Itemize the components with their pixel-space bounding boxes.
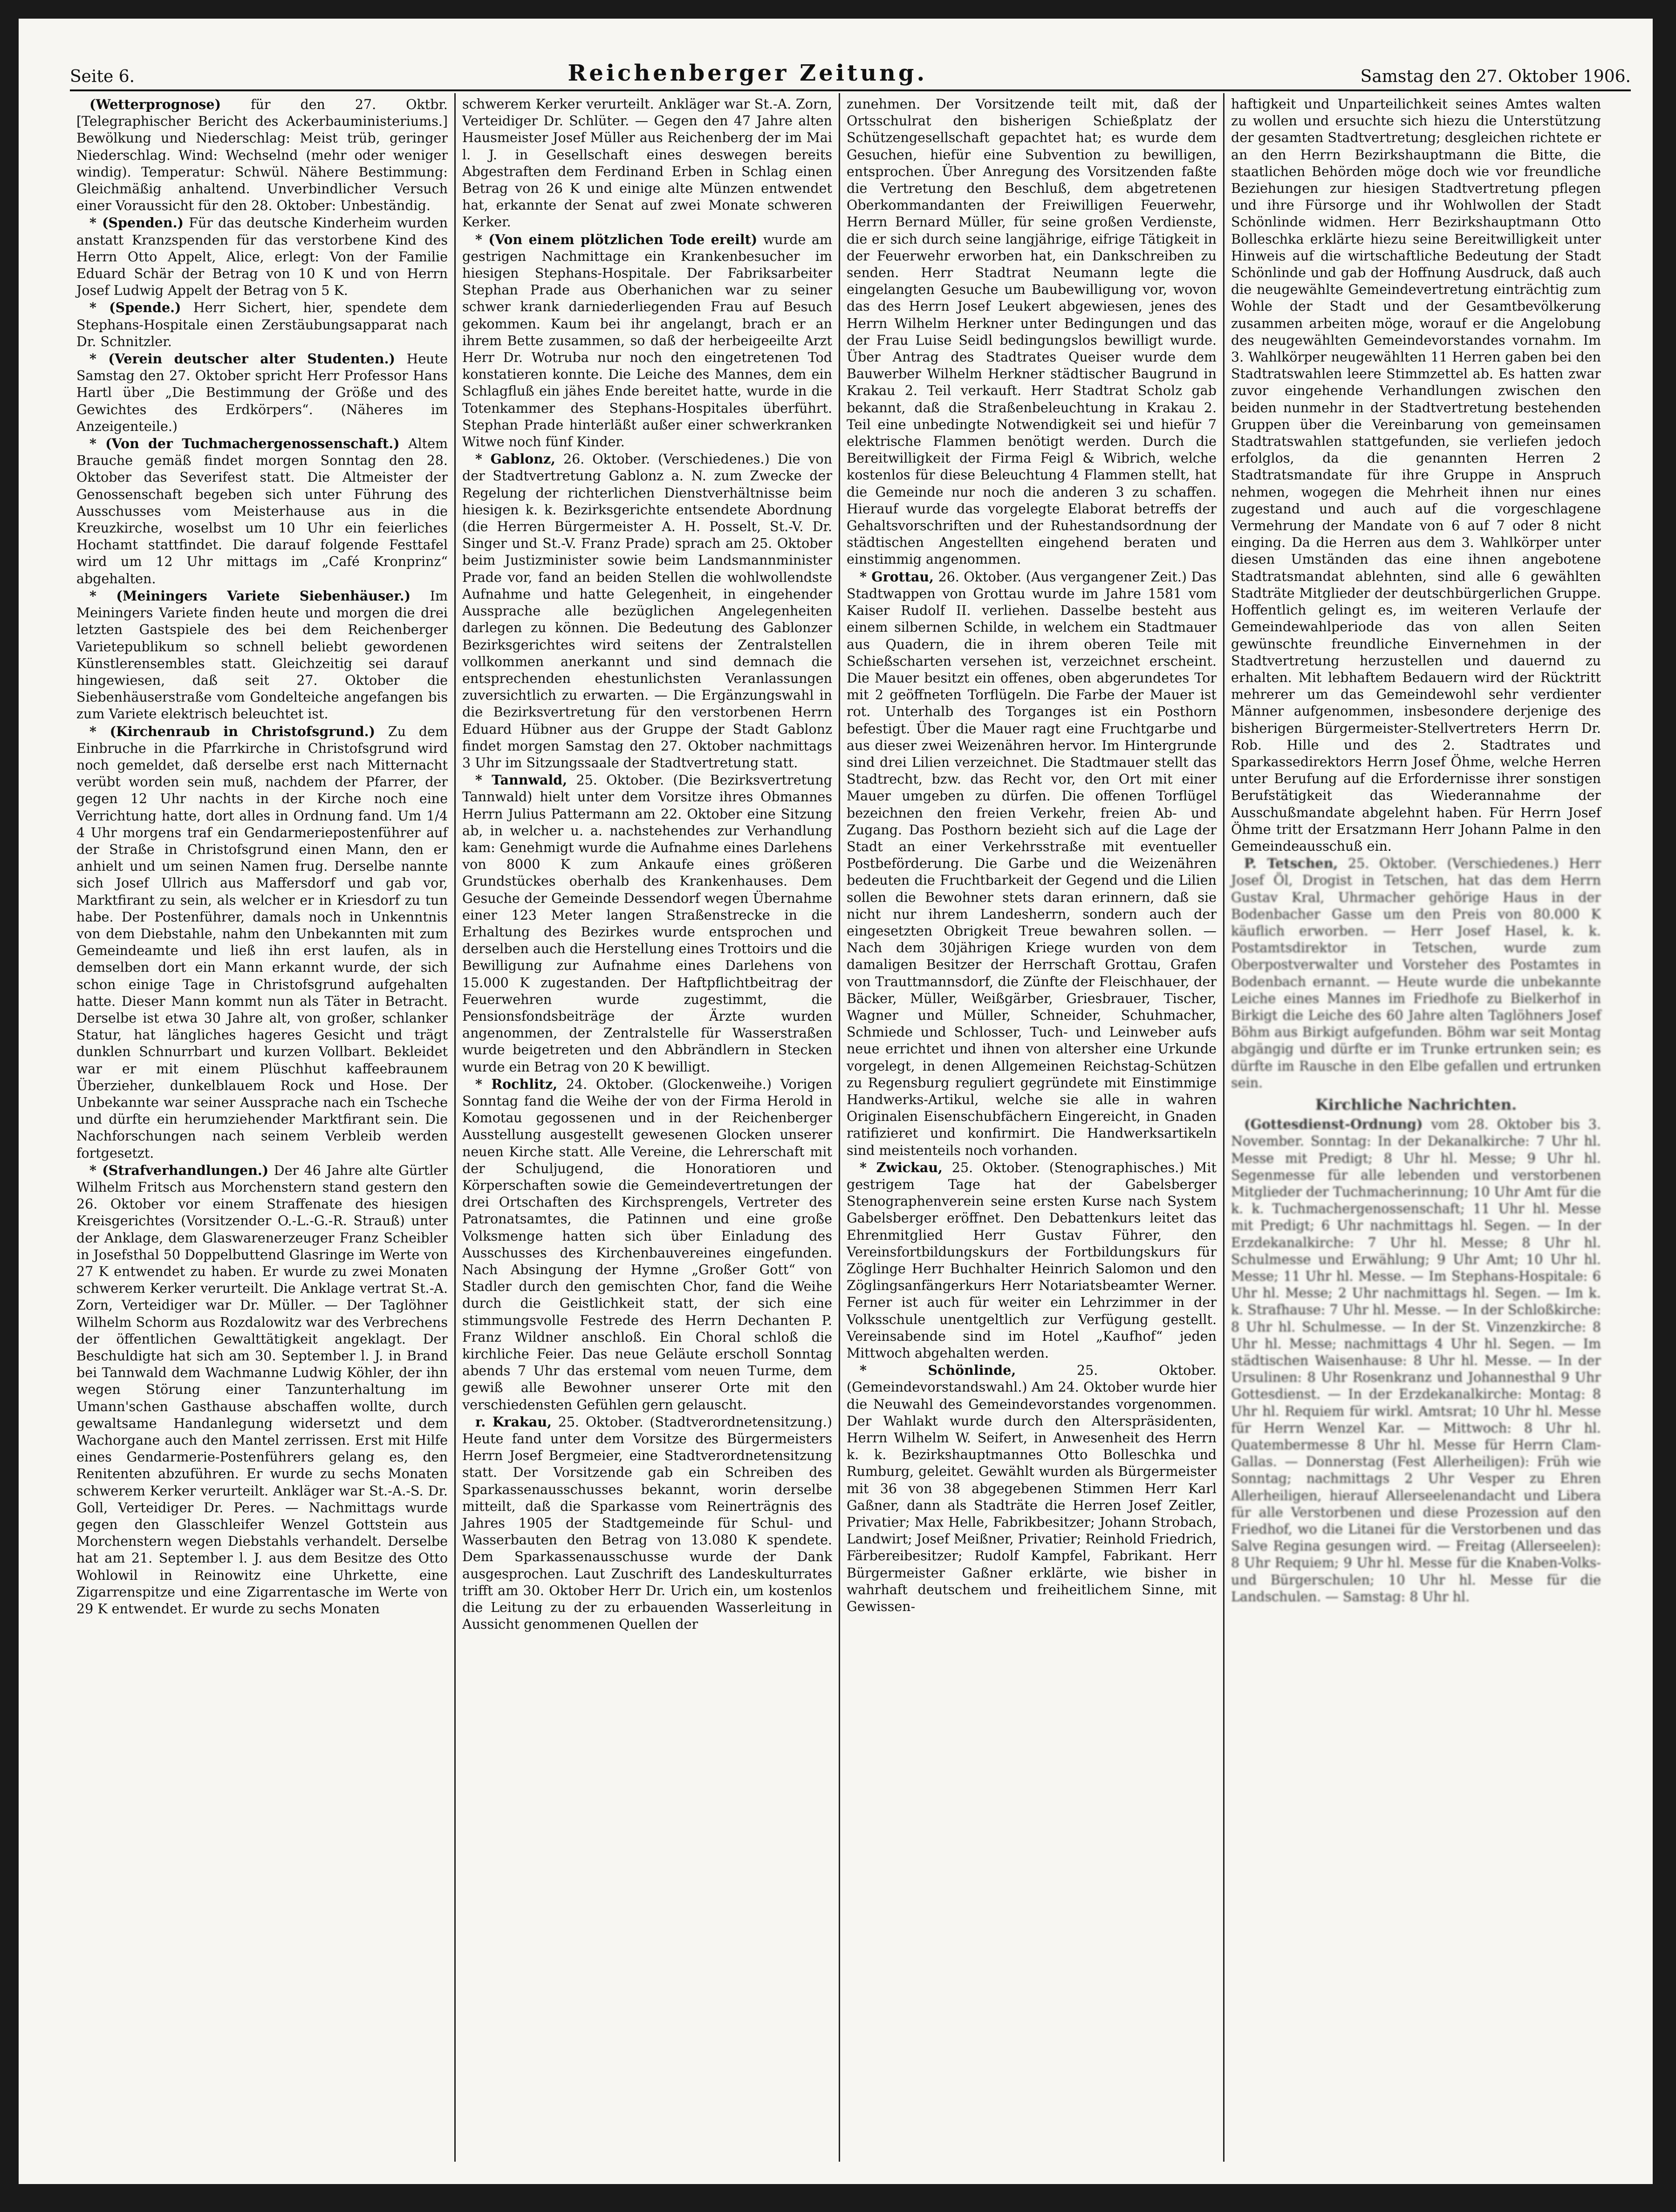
page-number: Seite 6.: [70, 67, 135, 86]
newspaper-title: Reichenberger Zeitung.: [568, 60, 928, 86]
article-paragraph: [1231, 855, 1601, 1092]
article-text: 26. Oktober. (Aus vergangener Zeit.) Das Stadtwappen von Grottau wurde im Jahre 1581 vom Kaiser Rudolf II. verliehen. Dasselbe besteht aus einem silbernen Schilde, in welchem ein Stadtmauer aus Quadern, die in ihrem oberen Teile mit Schießscharten versehen ist, verzeichnet erscheint. Die Mauer besitzt ein offenes, oben abgerundetes Tor mit 2 geöffneten Torflügeln. Die Farbe der Mauer ist rot. Unterhalb des Torganges ist ein Posthorn befestigt. Über die Mauer ragt eine Fruchtgarbe und aus dieser zwei Weizenähren hervor. Im Hintergrunde sind drei Lilien verzeichnet. Die Stadtmauer stellt das Stadtrecht, bzw. das Recht vor, den Ort mit einer Mauer umgeben zu dürfen. Die offenen Torflügel bezeichnen den freien Verkehr, freien Ab- und Zugang. Das Posthorn bezieht sich auf die Lage der Stadt an einer Verkehrsstraße mit eventueller Postbeförderung. Die Garbe und die Weizenähren bedeuten die Fruchtbarkeit der Gegend und die Lilien sollen die Bewohner stets daran erinnern, daß sie nicht nur ihrem Landesherrn, sondern auch der eingesetzten Obrigkeit Treue bewahren sollen. — Nach dem 30jährigen Kriege wurden von dem damaligen Besitzer der Herrschaft Grottau, Grafen von Trauttmannsdorf, die Zünfte der Fleischhauer, der Bäcker, Müller, Weißgärber, Griesbrauer, Tischer, Wagner und Müller, Schneider, Schuhmacher, Schmiede und Schlosser, Tuch- und Leinweber aufs neue errichtet und ihnen von altersher eine Urkunde vorgelegt, in denen Allgemeinen Reichstag-Schützen zu Regensburg reguliert gegründete mit Einstimmige Handwerks-Artikul, welche sie alle in wahren Originalen Eisenschubfächern Eingereicht, in Gnaden ratifizieret und konfirmirt. Die Handwerksartikeln sind meistenteils noch vorhanden.: [847, 569, 1217, 1158]
article-text: Für das deutsche Kinderheim wurden anstatt Kranzspenden für das verstorbene Kind des Herrn Otto Appelt, Alice, erlegt: Von der Familie Eduard Schär der Betrag von 10 K und von Herrn Josef Ludwig Appelt der Betrag von 5 K.: [76, 215, 448, 299]
article-paragraph: [847, 568, 1217, 1159]
article-text: zunehmen. Der Vorsitzende teilt mit, daß der Ortsschulrat den bisherigen Schießplatz der Schützengesellschaft gepachtet hat; es wurde dem Gesuchen, hiefür eine Subvention zu bewilligen, entsprochen. Über Anregung des Vorsitzenden faßte die Vertretung den Beschluß, dem abgetretenen Oberkommandanten der Freiwilligen Feuerwehr, Herrn Bernard Müller, für seine großen Verdienste, die er sich durch seine langjährige, eifrige Tätigkeit in der Feuerwehr erworben hat, ein Dankschreiben zu senden. Herr Stadtrat Neumann legte die eingelangten Gesuche um Baubewilligung vor, wovon das des Herrn Josef Leukert abgewiesen, jenes des Herrn Wilhelm Herkner unter Bedingungen und das der Frau Luise Seidl bedingungslos bewilligt wurde. Über Antrag des Stadtrates Queiser wurde dem Bauwerber Wilhelm Herkner städtischer Baugrund in Krakau 2. Teil verkauft. Herr Stadtrat Scholz gab bekannt, daß die Straßenbeleuchtung in Krakau 2. Teil eine unbedingte Notwendigkeit sei und hiefür 7 elektrische Flammen benötigt werden. Durch die Bereitwilligkeit der Firma Feigl & Wibrich, welche kostenlos für diese Beleuchtung 4 Flammen stellt, hat die Gemeinde nur noch die anderen 3 zu schaffen. Hierauf wurde das vorgelegte Elaborat betreffs der Gehaltsvorschriften und der Ruhestandsordnung der städtischen Angestellten eingehend beraten und einstimmig angenommen.: [847, 96, 1217, 567]
page-header: [70, 58, 1631, 86]
article-text: 24. Oktober. (Glockenweihe.) Vorigen Sonntag fand die Weihe der von der Firma Herold in Komotau gegossenen und in der Reichenberger Ausstellung ausgestellt gewesenen Glocken unserer neuen Kirche statt. Alle Vereine, die Lehrerschaft mit der Schuljugend, die Honoratioren und Körperschaften sowie die Gemeindevertretungen der drei Ortschaften des Kirchsprengels, Vertreter des Patronatsamtes, die Patinnen und eine große Volksmenge hatten sich über Einladung des Ausschusses des Kirchenbauvereines eingefunden. Nach Absingung der Hymne „Großer Gott“ von Stadler durch den gemischten Chor, fand die Weihe durch die Geistlichkeit statt, der sich eine stimmungsvolle Festrede des Herrn Dechanten P. Franz Wildner anschloß. Ein Choral schloß die kirchliche Feier. Das neue Geläute erscholl Sonntag abends 7 Uhr das erstemal vom neuen Turme, dem gewiß alle Bewohner unserer Orte mit den verschiedensten Gefühlen gern gelauscht.: [462, 1076, 832, 1413]
article-paragraph: [462, 771, 832, 1076]
article-text: Der 46 Jahre alte Gürtler Wilhelm Fritsch aus Morchenstern stand gestern den 26. Oktober vor einem Straffenate des hiesigen Kreisgerichtes (Vorsitzender O.-L.-G.-R. Strauß) unter der Anklage, dem Glaswarenerzeuger Franz Scheibler in Josefsthal 50 Doppelbuttend Glasringe im Werte von 27 K entwendet zu haben. Er wurde zu zwei Monaten schwerem Kerker verurteilt. Die Anklage vertrat St.-A. Zorn, Verteidiger war Dr. Müller. — Der Taglöhner Wilhelm Schorm aus Rozdalowitz war des Verbrechens der öffentlichen Gewalttätigkeit angeklagt. Der Beschuldigte hat sich am 30. September l. J. in Brand bei Tannwald dem Wachmanne Ludwig Köhler, der ihn wegen Störung einer Tanzunterhaltung im Umann'schen Gasthause abschaffen wollte, durch gewaltsame Handanlegung widersetzt und dem Wachorgane auch den Mantel zerrissen. Erst mit Hilfe eines Gendarmerie-Postenführers gelang es, den Renitenten abzuführen. Er wurde zu sechs Monaten schwerem Kerker verurteilt. Ankläger war St.-A.-S. Dr. Goll, Verteidiger Dr. Peres. — Nachmittags wurde gegen den Glasschleifer Wenzel Gottstein aus Morchenstern wegen Diebstahls verhandelt. Derselbe hat am 21. September l. J. aus dem Besitze des Otto Wohlowil in Reinowitz eine Uhrkette, eine Zigarrenspitze und eine Zigarrentasche im Werte von 29 K entwendet. Er wurde zu sechs Monaten: [76, 1162, 448, 1617]
article-text: Herr Sichert, hier, spendete dem Stephans-Hospitale einen Zerstäubungsapparat nach Dr. Schnitzler.: [76, 300, 448, 349]
article-text: Zu dem Einbruche in die Pfarrkirche in Christofsgrund wird noch gemeldet, daß derselbe erst nach Mitternacht verübt worden sein muß, nachdem der Pfarrer, der gegen 12 Uhr nachts in der Kirche noch eine Verrichtung hatte, dort alles in Ordnung fand. Um 1/4 4 Uhr morgens traf ein Gendarmeriepostenführer auf der Straße in Christofsgrund einen Mann, den er anhielt und um seinen Namen frug. Derselbe nannte sich Josef Ullrich aus Maffersdorf und gab vor, Marktfirant zu sein, als welcher er in Kriesdorf zu tun habe. Der Postenführer, damals noch in Unkenntnis von dem Diebstahle, nahm den Unbekannten mit zum Gemeindeamte und ließ ihn erst laufen, als in demselben dort ein Mann erkannt wurde, der sich schon einige Tage in Christofsgrund aufgehalten hatte. Dieser Mann kommt nun als Täter in Betracht. Derselbe ist etwa 30 Jahre alt, von großer, schlanker Statur, hat längliches hageres Gesicht und trägt dunklen Schnurrbart und kurzen Vollbart. Bekleidet war er mit einem Plüschhut kaffeebraunem Überzieher, dunkelblauem Rock und Hose. Der Unbekannte war seiner Aussprache nach ein Tscheche und dürfte ein herumziehender Marktfirant sein. Die Nachforschungen nach seinem Verbleib werden fortgesetzt.: [76, 724, 448, 1161]
article-lead: * (Strafverhandlungen.): [89, 1162, 269, 1178]
header-rule: [70, 89, 1631, 91]
article-paragraph: [462, 1413, 832, 1633]
article-lead: * (Verein deutscher alter Studenten.): [89, 351, 395, 367]
column-2: [454, 93, 839, 2162]
article-text: vom 28. Oktober bis 3. November. Sonntag: In der Dekanalkirche: 7 Uhr hl. Messe mit Predigt; 8 Uhr hl. Messe; 9 Uhr hl. Segenmesse für alle lebenden und verstorbenen Mitglieder der Tuchmacherinnung; 10 Uhr Amt für die k. k. Tuchmachergenossenschaft; 11 Uhr hl. Messe mit Predigt; 6 Uhr nachmittags hl. Segen. — In der Erzdekanalkirche: 7 Uhr hl. Messe; 8 Uhr hl. Schulmesse und Erwählung; 9 Uhr Amt; 10 Uhr hl. Messe; 11 Uhr hl. Messe. — Im Stephans-Hospitale: 6 Uhr hl. Messe; 2 Uhr nachmittags hl. Segen. — Im k. k. Strafhause: 7 Uhr hl. Messe. — In der Schloßkirche: 8 Uhr hl. Schulmesse. — In der St. Vinzenzkirche: 8 Uhr hl. Messe; nachmittags 4 Uhr hl. Segen. — Im städtischen Waisenhause: 8 Uhr hl. Messe. — In der Ursulinen: 8 Uhr Rosenkranz und Johannesthal 9 Uhr Gottesdienst. — In der Erzdekanalkirche: Montag: 8 Uhr hl. Requiem für wirkl. Amtsrat; 10 Uhr hl. Messe für Herrn Wenzel Kar. — Mittwoch: 8 Uhr hl. Quatembermesse 8 Uhr hl. Messe für Herrn Clam-Gallas. — Donnerstag (Fest Allerheiligen): Früh wie Sonntag; nachmittags 2 Uhr Vesper zu Ehren Allerheiligen, hierauf Allerseelenandacht und Libera für alle Verstorbenen und diese Prozession auf den Friedhof, wo die Litanei für die Verstorbenen und das Salve Regina gesungen wird. — Freitag (Allerseelen): 8 Uhr Requiem; 9 Uhr hl. Messe für die Knaben-Volks- und Bürgerschulen; 10 Uhr hl. Messe für die Landschulen. — Samstag: 8 Uhr hl.: [1231, 1117, 1601, 1604]
article-lead: r. Krakau,: [475, 1413, 552, 1430]
article-paragraph: [76, 350, 448, 435]
article-paragraph: [847, 1362, 1217, 1615]
scan-border-bottom: [0, 2184, 1676, 2212]
article-text: 25. Oktober. (Gemeindevorstandswahl.) Am 24. Oktober wurde hier die Neuwahl des Gemeindevorstandes vorgenommen. Der Wahlakt wurde durch den Alterspräsidenten, Herrn Wilhelm W. Seifert, in Anwesenheit des Herrn k. k. Bezirkshauptmannes Otto Bolleschka und Rumburg, geleitet. Gewählt wurden als Bürgermeister mit 36 von 38 abgegebenen Stimmen Herr Karl Gaßner, dann als Stadträte die Herren Josef Zeitler, Privatier; Max Helle, Fabrikbesitzer; Johann Strobach, Landwirt; Josef Meißner, Privatier; Reinhold Friedrich, Färbereibesitzer; Rudolf Kampfel, Fabrikant. Herr Bürgermeister Gaßner erklärte, wie bisher in wahrhaft deutschem und freiheitlichem Sinne, mit Gewissen-: [847, 1363, 1217, 1615]
article-text: 25. Oktober. (Die Bezirksvertretung Tannwald) hielt unter dem Vorsitze ihres Obmannes Herrn Julius Pattermann am 22. Oktober eine Sitzung ab, in welcher u. a. nachstehendes zur Verhandlung kam: Genehmigt wurde die Aufnahme eines Darlehens von 8000 K zum Ankaufe eines größeren Grundstückes oberhalb des Krankenhauses. Dem Gesuche der Gemeinde Dessendorf wegen Übernahme einer 123 Meter langen Straßenstrecke in die Erhaltung des Bezirkes wurde entsprochen und derselben auch die Herstellung eines Trottoirs und die Bewilligung zur Aufnahme eines Darlehens von 15.000 K zugestanden. Der Haftpflichtbeitrag der Feuerwehren wurde zugestimmt, die Pensionsfondsbeiträge der Ärzte wurden angenommen, der Zentralstelle für Wasserstraßen wurde beigetreten und den Abbrändlern in Stecken wurde ein Betrag von 20 K bewilligt.: [462, 772, 832, 1075]
article-paragraph: [76, 96, 448, 214]
article-text: 26. Oktober. (Verschiedenes.) Die von der Stadtvertretung Gablonz a. N. zum Zwecke der Regelung der richterlichen Dienstverhältnisse beim hiesigen k. k. Bezirksgerichte entsendete Abordnung (die Herren Bürgermeister A. H. Posselt, St.-V. Dr. Singer und St.-V. Franz Prade) sprach am 25. Oktober beim Justizminister sowie beim Landsmannminister Prade vor, fand an beiden Stellen die wohlwollendste Aufnahme und hatte Gelegenheit, in eingehender Aussprache alle bezüglichen Angelegenheiten darlegen zu können. Die Bedeutung des Gablonzer Bezirksgerichtes wird seitens der Zentralstellen vollkommen anerkannt und sind demnach die entsprechenden ehestunlichsten Veranlassungen zuversichtlich zu erwarten. — Die Ergänzungswahl in die Bezirksvertretung für den verstorbenen Herrn Eduard Hübner aus der Gruppe der Stadt Gablonz findet morgen Samstag den 27. Oktober nachmittags 3 Uhr im Sitzungssaale der Stadtvertretung statt.: [462, 451, 832, 771]
article-paragraph: [847, 1159, 1217, 1362]
article-lead: * Rochlitz,: [475, 1076, 558, 1092]
article-lead: * (Kirchenraub in Christofsgrund.): [89, 723, 376, 739]
article-text: Altem Brauche gemäß findet morgen Sonntag den 28. Oktober das Severifest statt. Die Altmeister der Genossenschaft begeben sich unter Führung des Ausschusses vom Meisterhause aus in die Kreuzkirche, woselbst um 10 Uhr ein feierliches Hochamt stattfindet. Die darauf folgende Festtafel wird um 12 Uhr mittags im „Café Kronprinz“ abgehalten.: [76, 436, 448, 587]
scan-border-left: [0, 0, 19, 2212]
article-text: für den 27. Oktbr. [Telegraphischer Bericht des Ackerbauministeriums.] Bewölkung und Niederschlag: Meist trüb, geringer Niederschlag. Wind: Wechselnd (mehr oder weniger windig). Temperatur: Schwül. Nähere Bestimmung: Gleichmäßig anhaltend. Unverbindlicher Versuch einer Voraussicht für den 28. Oktober: Unbeständig.: [76, 97, 448, 214]
article-lead: * Grottau,: [860, 568, 934, 585]
article-lead: * Tannwald,: [475, 772, 568, 788]
article-paragraph: [1231, 96, 1601, 855]
article-text: haftigkeit und Unparteilichkeit seines Amtes walten zu wollen und ersuchte sich hiezu die Unterstützung der gesamten Stadtvertretung; desgleichen richtete er an den Herrn Bezirkshauptmann die Bitte, die staatlichen Behörden möge doch wie vor freundliche Beziehungen zur hiesigen Stadtvertretung pflegen und ihre Fürsorge und ihr Wohlwollen der Stadt Schönlinde widmen. Herr Bezirkshauptmann Otto Bolleschka erklärte hiezu seine Bereitwilligkeit unter Hinweis auf die wirtschaftliche Bedeutung der Stadt Schönlinde und gab der Hoffnung Ausdruck, daß auch die neugewählte Gemeindevertretung einträchtig zum Wohle der Stadt und der Gesamtbevölkerung zusammen arbeiten möge, worauf er die Angelobung des neugewählten Gemeindevorstandes vornahm. Im 3. Wahlkörper neugewählten 11 Herren gaben bei den Stadtratswahlen leere Stimmzettel ab. Es hatten zwar zuvor eingehende Verhandlungen zwischen den beiden nunmehr in der Stadtvertretung bestehenden Gruppen über die Vereinbarung von gemeinsamen Stadtratswahlen stattgefunden, sie verliefen jedoch erfolglos, da die genannten Herren 2 Stadtratsmandate für ihre Gruppe in Anspruch nehmen, wogegen die Mehrheit ihnen nur eines zugestand und auch auf die vorgeschlagene Vermehrung der Mandate von 6 auf 7 oder 8 nicht einging. Da die Herren aus dem 3. Wahlkörper unter diesen Umständen das eine ihnen angebotene Stadtratsmandat ablehnten, sind alle 6 gewählten Stadträte Mitglieder der deutschbürgerlichen Gruppe. Hoffentlich gelingt es, im weiteren Verlaufe der Gemeindewahlperiode das von allen Seiten gewünschte freundliche Einvernehmen in der Stadtvertretung herzustellen und dauernd zu erhalten. Mit lebhaftem Bedauern wird der Rücktritt mehrerer um das Gemeindewohl sehr verdienter Männer aufgenommen, insbesondere derjenige des bisherigen Bürgermeister-Stellvertreters Herrn Dr. Rob. Hille und des 2. Stadtrates und Sparkassedirektors Herrn Josef Öhme, welche Herren unter Berufung auf die Erfordernisse ihrer sonstigen Berufstätigkeit das Wiederannahme der Ausschußmandate abgelehnt haben. Für Herrn Josef Öhme tritt der Ersatzmann Herr Johann Palme in den Gemeindeausschuß ein.: [1231, 96, 1601, 854]
column-3: [839, 93, 1223, 2162]
article-lead: (Gottesdienst-Ordnung): [1244, 1116, 1423, 1133]
article-lead: P. Tetschen,: [1244, 855, 1338, 872]
article-lead: * Zwickau,: [860, 1159, 943, 1175]
article-lead: * (Spenden.): [89, 215, 184, 231]
column-4: [1223, 93, 1608, 2162]
article-lead: * Schönlinde,: [860, 1362, 1016, 1379]
article-lead: * (Spende.): [89, 300, 181, 316]
article-paragraph: [1231, 1116, 1601, 1605]
article-paragraph: [462, 96, 832, 231]
article-text: 25. Oktober. (Verschiedenes.) Herr Josef Öl, Drogist in Tetschen, hat das dem Herrn Gustav Kral, Uhrmacher gehörige Haus in der Bodenbacher Gasse um den Preis von 80.000 K käuflich erworben. — Herr Josef Hasel, k. k. Postamtsdirektor in Tetschen, wurde zum Oberpostverwalter und Vorsteher des Postamtes in Bodenbach ernannt. — Heute wurde die unbekannte Leiche eines Mannes im Friedhofe zu Bielkerhof in Birkigt die Leiche des 60 Jahre alten Taglöhners Josef Böhm aus Birkigt aufgefunden. Böhm war seit Montag abgängig und dürfte er im Trunke ertrunken sein; es dürfte im Rausche in den Elbe gefallen und ertrunken sein.: [1231, 856, 1601, 1091]
article-paragraph: [76, 435, 448, 587]
article-text: Im Meiningers Variete finden heute und morgen die drei letzten Gastspiele des bei dem Reichenberger Varietepublikum so schnell beliebt gewordenen Künstlerensembles statt. Gleichzeitig sei darauf hingewiesen, daß seit 27. Oktober die Siebenhäuserstraße vom Gondelteiche angefangen bis zum Variete elektrisch beleuchtet ist.: [76, 588, 448, 722]
article-paragraph: [76, 299, 448, 350]
article-paragraph: [462, 451, 832, 771]
scan-border-right: [1653, 0, 1676, 2212]
article-lead: * (Von der Tuchmachergenossenschaft.): [89, 436, 400, 452]
article-paragraph: [76, 214, 448, 299]
article-text: 25. Oktober. (Stadtverordnetensitzung.) Heute fand unter dem Vorsitze des Bürgermeisters Herrn Josef Bergmeier, eine Stadtverordnetensitzung statt. Der Vorsitzende gab ein Schreiben des Sparkassenausschusses bekannt, worin derselbe mitteilt, daß die Sparkasse vom Reinerträgnis des Jahres 1905 der Stadtgemeinde für Schul- und Wasserbauten den Betrag von 13.080 K spendete. Dem Sparkassenausschusse wurde der Dank ausgesprochen. Laut Zuschrift des Landeskulturrates trifft am 30. Oktober Herr Dr. Urich ein, um kostenlos die Leitung zu der zu erbauenden Wasserleitung in Aussicht genommenen Quellen der: [462, 1414, 832, 1632]
article-lead: * (Von einem plötzlichen Tode ereilt): [475, 231, 758, 247]
issue-date: Samstag den 27. Oktober 1906.: [1360, 67, 1631, 86]
article-paragraph: [847, 96, 1217, 568]
article-paragraph: [76, 587, 448, 723]
article-lead: * (Meiningers Variete Siebenhäuser.): [89, 587, 411, 604]
column-1: [70, 93, 454, 2162]
scan-border-top: [0, 0, 1676, 19]
section-heading: Kirchliche Nachrichten.: [1315, 1095, 1517, 1113]
article-text: schwerem Kerker verurteilt. Ankläger war St.-A. Zorn, Verteidiger Dr. Schlüter. — Gegen den 47 Jahre alten Hausmeister Josef Müller aus Reichenberg der im Mai l. J. in Gesellschaft eines deswegen bereits Abgestraften dem Ferdinand Erben in Schlag einen Betrag von 26 K und einige alte Münzen entwendet hat, erkannte der Senat auf zwei Monate schweren Kerker.: [462, 96, 832, 230]
article-text: 25. Oktober. (Stenographisches.) Mit gestrigem Tage hat der Gabelsberger Stenographenverein seine ersten Kurse nach System Gabelsberger eröffnet. Den Debattenkurs leitet das Ehrenmitglied Herr Gustav Führer, den Vereinsfortbildungskurs der Fortbildungskurs für Zöglinge Herr Buchhalter Heinrich Salomon und den Zöglingsanfängerkurs Herr Notariatsbeamter Werner. Ferner ist auch für weiter ein Lehrzimmer in der Volksschule unentgeltlich zur Verfügung gestellt. Vereinsabende sind im Hotel „Kaufhof“ jeden Mittwoch abgehalten werden.: [847, 1160, 1217, 1361]
article-columns: [70, 93, 1631, 2162]
article-lead: (Wetterprognose): [89, 96, 221, 112]
article-paragraph: [462, 1076, 832, 1413]
article-lead: * Gablonz,: [475, 451, 556, 467]
article-paragraph: [76, 723, 448, 1162]
article-paragraph: [462, 231, 832, 451]
article-paragraph: [76, 1162, 448, 1618]
article-text: Heute Samstag den 27. Oktober spricht Herr Professor Hans Hartl über „Die Bestimmung der Größe und des Gewichtes des Erdkörpers“. (Näheres im Anzeigenteile.): [76, 351, 448, 434]
article-text: wurde am gestrigen Nachmittage ein Krankenbesucher im hiesigen Stephans-Hospitale. Der Fabriksarbeiter Stephan Prade aus Oberhanichen war zu seiner schwer krank darniederliegenden Frau auf Besuch gekommen. Kaum bei ihr angelangt, brach er an ihrem Bette zusammen, so daß der herbeigeeilte Arzt Herr Dr. Wotruba nur noch den eingetretenen Tod konstatieren konnte. Die Leiche des Mannes, dem ein Schlagfluß ein jähes Ende bereitet hatte, wurde in die Totenkammer des Stephans-Hospitales überführt. Stephan Prade hinterläßt außer einer schwerkranken Witwe noch fünf Kinder.: [462, 232, 832, 450]
